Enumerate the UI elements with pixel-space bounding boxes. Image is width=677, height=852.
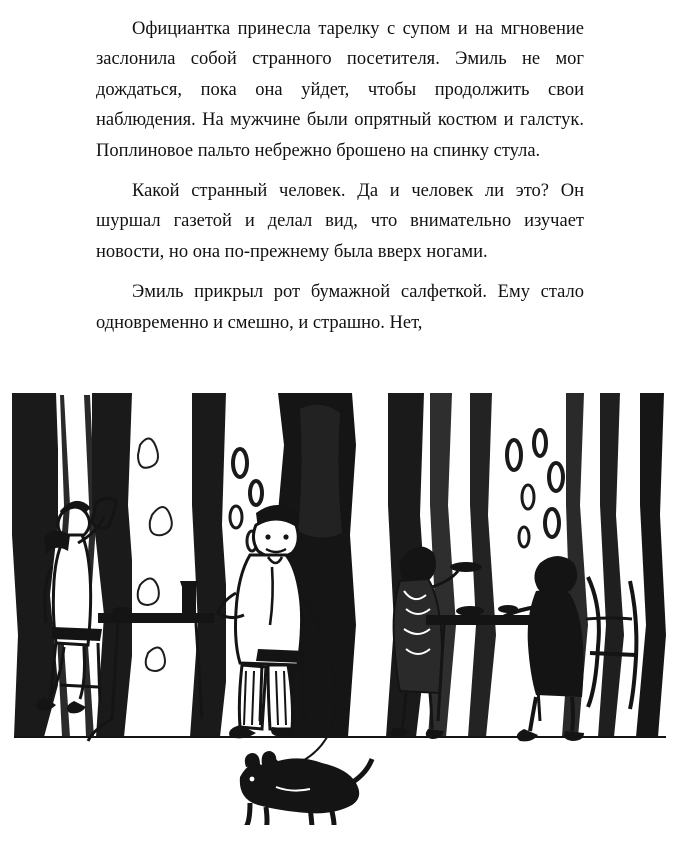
paragraph: Официантка принесла тарелку с супом и на мгновение заслонила собой странного посетителя. Эмиль не мог дождаться, пока она уйдет, чтобы продолжить свои наблюдения. На мужчине были опрятный костюм и галстук. Поплиновое пальто небрежно брошено на спинку стула. — [96, 19, 584, 161]
paragraph: Какой странный человек. Да и человек ли это? Он шуршал газетой и делал вид, что внимательно изучает новости, но она по-прежнему была вверх ногами. — [96, 181, 584, 262]
page-text-block — [96, 14, 584, 338]
illustration-scene — [10, 393, 667, 743]
dog-figure — [240, 751, 372, 825]
cafe-illustration — [0, 385, 677, 825]
paragraph: Эмиль прикрыл рот бумажной салфеткой. Ему стало одновременно и смешно, и страшно. Нет, — [96, 282, 584, 333]
